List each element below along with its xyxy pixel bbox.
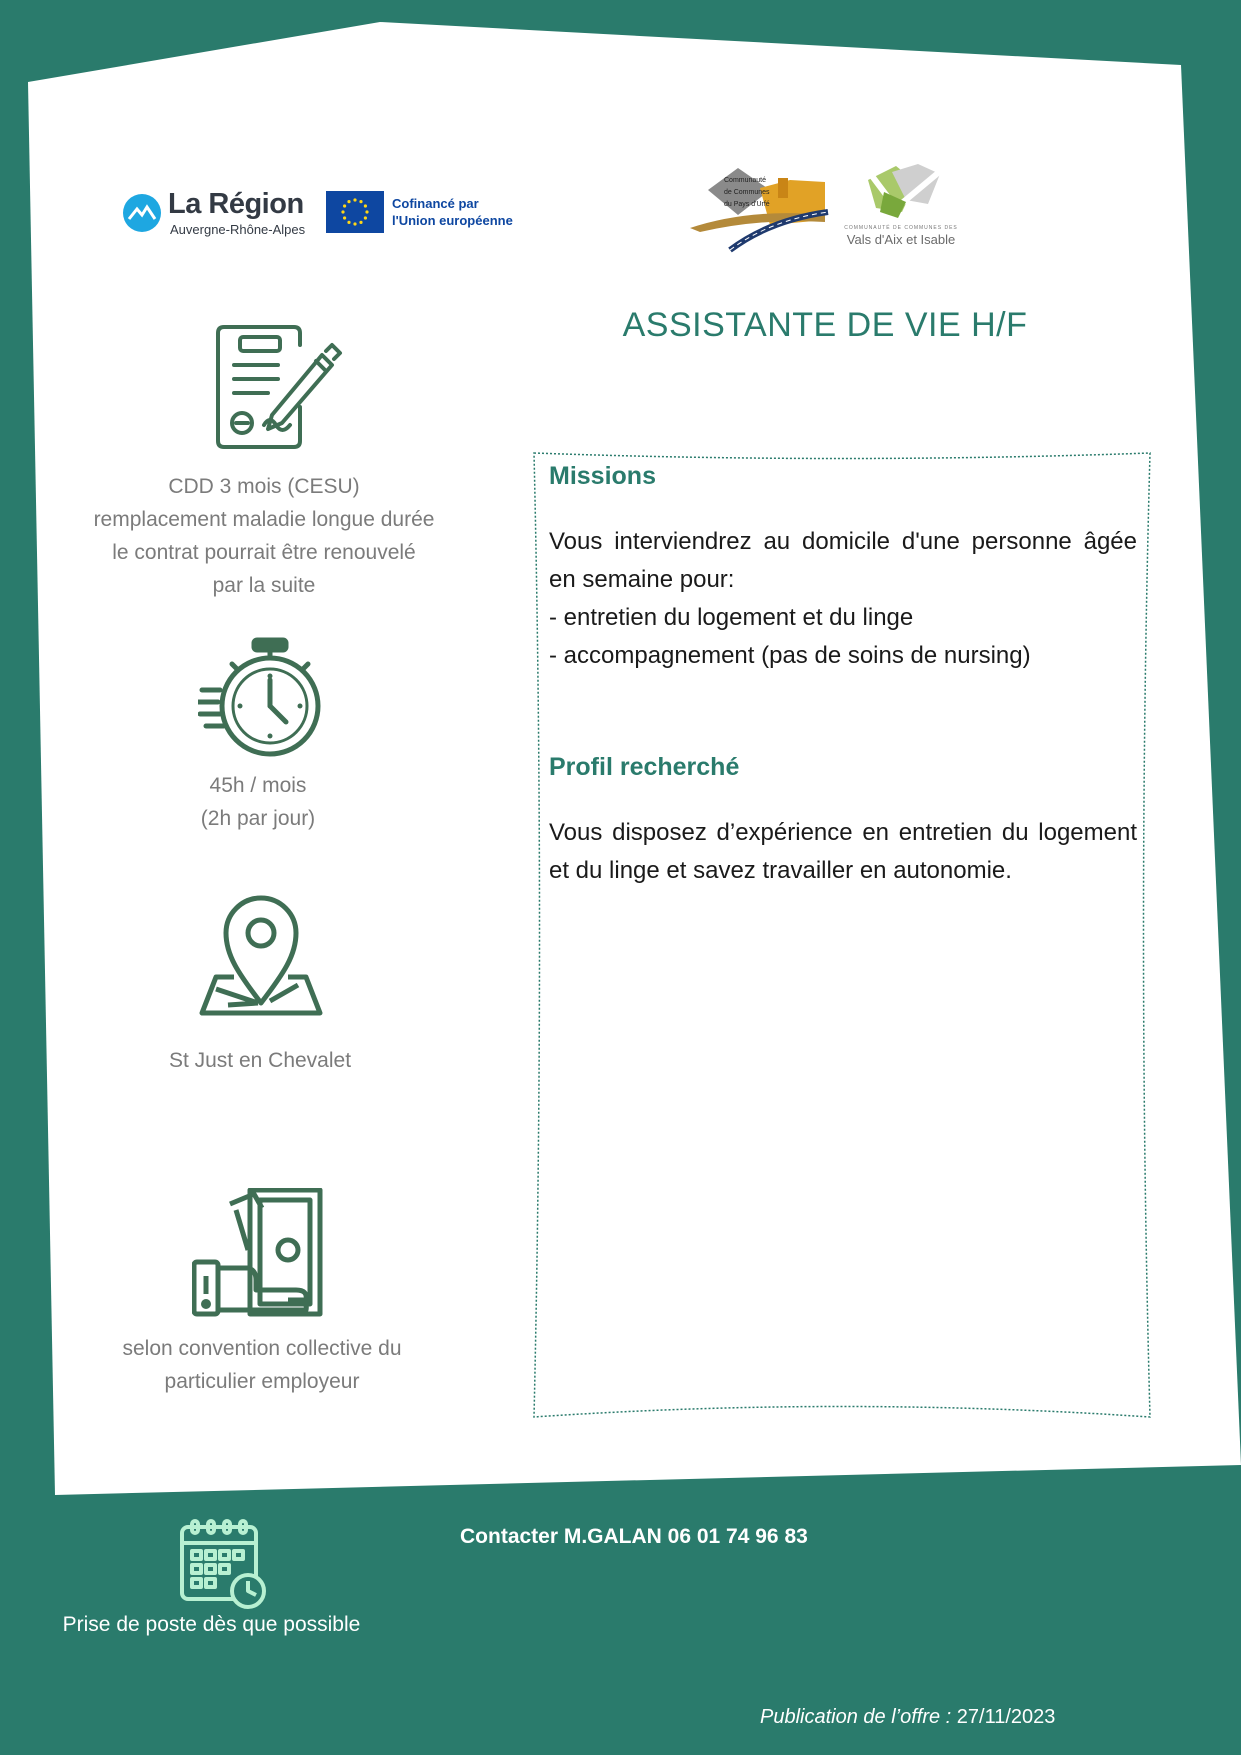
location-info	[120, 1044, 400, 1077]
salary-line-1: selon convention collective du	[122, 1337, 402, 1360]
publication-date: 27/11/2023	[956, 1706, 1056, 1728]
profile-text: Vous disposez d’expérience en entretien du logement et du linge et savez travailler en autonomie.	[549, 819, 1137, 884]
cc-line-1: Communauté	[724, 177, 767, 184]
map-pin-icon	[198, 893, 324, 1019]
eu-flag-icon	[326, 191, 384, 233]
money-hand-icon	[192, 1188, 326, 1318]
missions-intro: Vous interviendrez au domicile d'une personne âgée en semaine pour:	[549, 528, 1137, 593]
contract-line-2: remplacement maladie longue durée	[93, 508, 435, 531]
contract-info	[64, 470, 464, 602]
job-title: ASSISTANTE DE VIE H/F	[622, 306, 1028, 344]
missions-bullet-1: - entretien du logement et du linge	[549, 604, 914, 631]
content-box	[531, 450, 1153, 1420]
hours-info	[158, 769, 358, 835]
publication-label: Publication de l’offre :	[760, 1706, 952, 1728]
hours-line-1: 45h / mois	[209, 774, 307, 797]
region-name: La Région	[168, 188, 304, 220]
location-line-1: St Just en Chevalet	[168, 1049, 352, 1072]
contact-line: Contacter M.GALAN 06 01 74 96 83	[460, 1525, 808, 1548]
eu-line-2: l'Union européenne	[392, 213, 513, 228]
contract-line-3: le contrat pourrait être renouvelé	[112, 541, 416, 564]
contract-signing-icon	[212, 325, 346, 451]
hours-line-2: (2h par jour)	[200, 807, 316, 830]
cc-line-2: de Communes	[724, 189, 770, 196]
content-inner	[549, 462, 1137, 890]
salary-line-2: particulier employeur	[164, 1370, 360, 1393]
cc-pays-urfe-logo	[690, 160, 830, 255]
start-date-info: Prise de poste dès que possible	[62, 1613, 361, 1636]
vals-aix-isable-logo	[862, 162, 946, 224]
missions-heading: Missions	[549, 462, 656, 490]
vals-caption: Vals d'Aix et Isable	[846, 232, 956, 247]
stopwatch-icon	[198, 636, 322, 758]
missions-bullet-2: - accompagnement (pas de soins de nursing)	[549, 642, 1031, 669]
profile-heading: Profil recherché	[549, 753, 740, 781]
contract-line-4: par la suite	[212, 574, 316, 597]
cc-line-3: du Pays d'Urfé	[724, 201, 770, 208]
contract-line-1: CDD 3 mois (CESU)	[168, 475, 360, 498]
eu-line-1: Cofinancé par	[392, 196, 479, 211]
publication-line	[760, 1706, 1160, 1729]
region-logo	[122, 188, 312, 238]
calendar-clock-icon	[178, 1519, 270, 1611]
region-mountain-icon	[122, 193, 162, 233]
region-subtitle: Auvergne-Rhône-Alpes	[170, 222, 306, 237]
salary-info	[76, 1332, 448, 1398]
vals-small-caption: COMMUNAUTÉ DE COMMUNES DES	[844, 225, 958, 231]
